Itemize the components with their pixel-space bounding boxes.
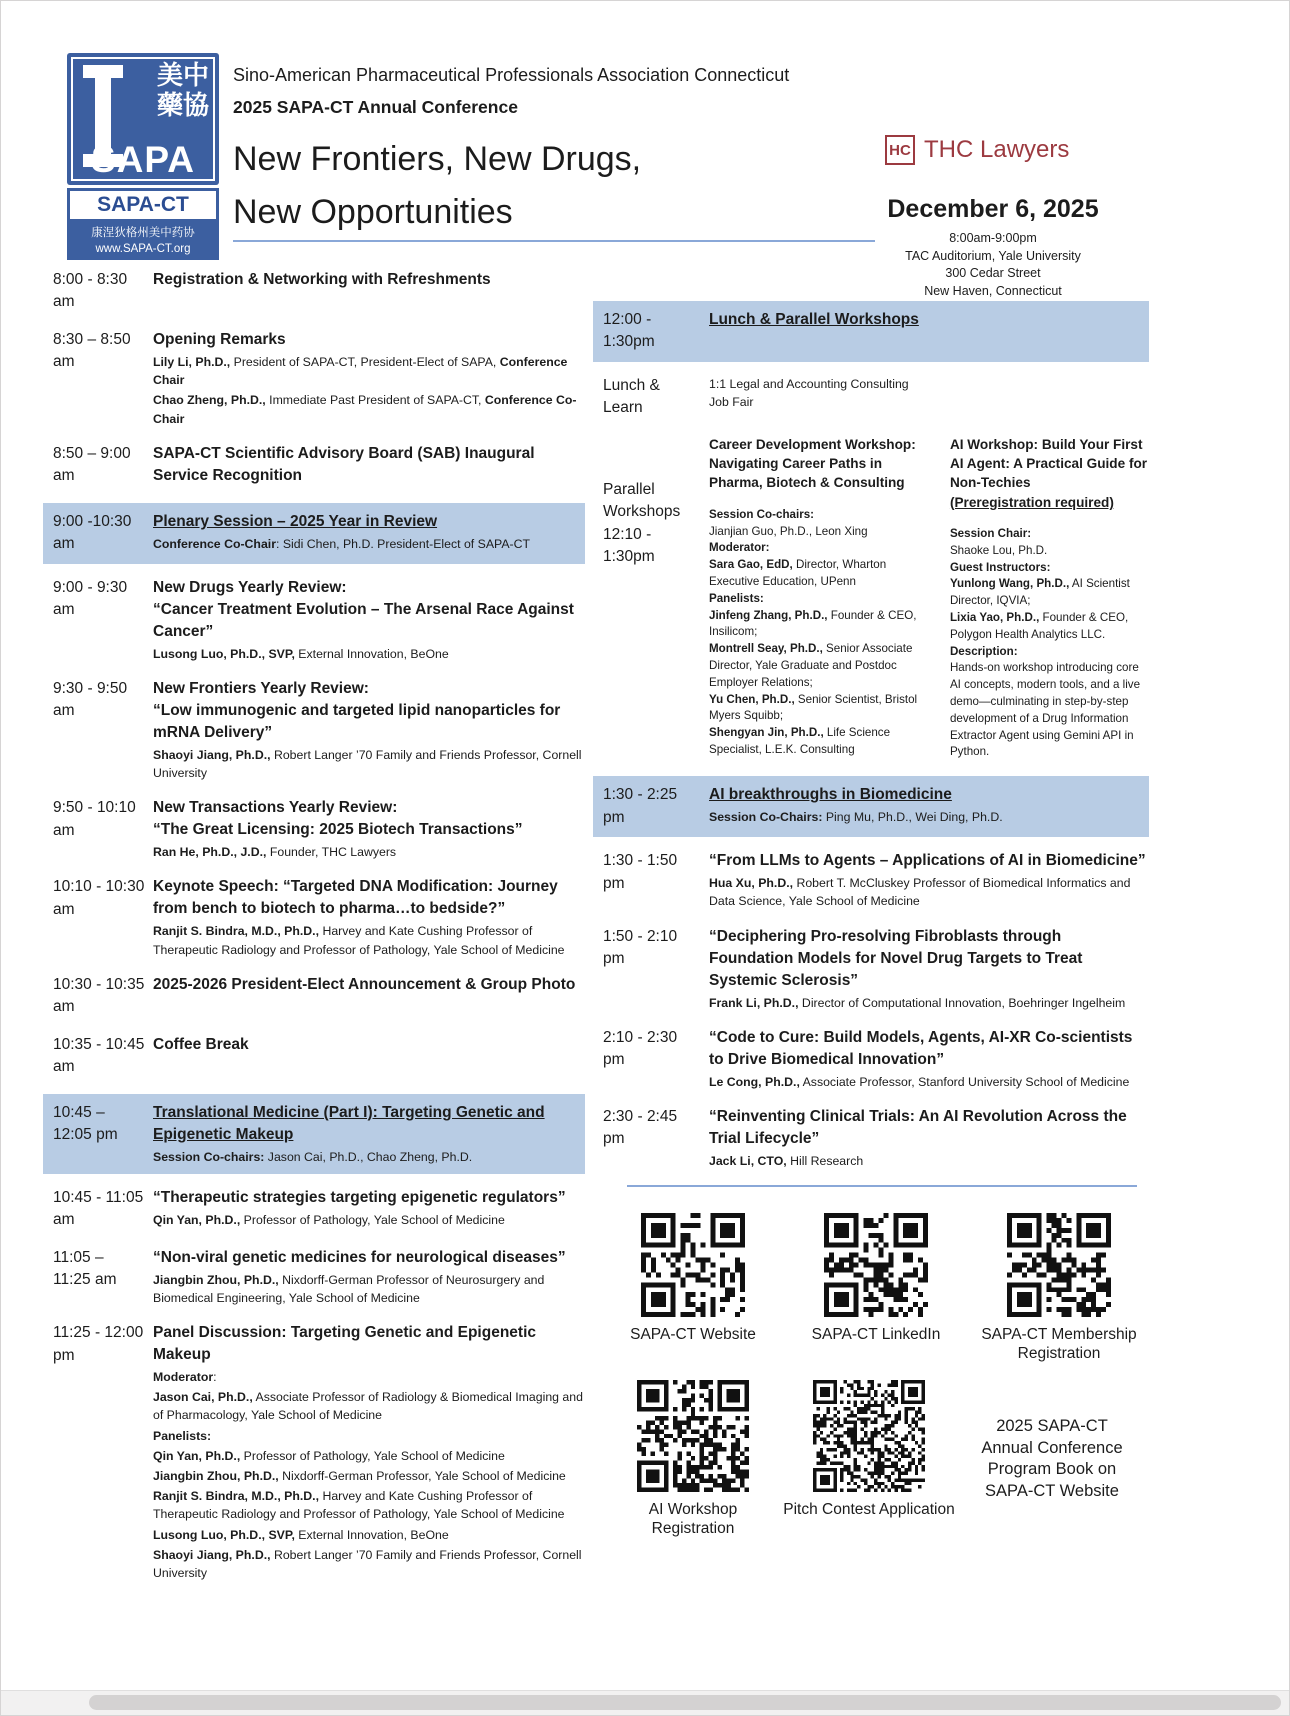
time-slot: 9:30 - 9:50 am <box>53 679 128 720</box>
sapa-logo-mark <box>67 53 219 185</box>
talk-title: “Code to Cure: Build Models, Agents, AI-XR Co-scientists to Drive Biomedical Innovation” <box>709 1028 1133 1068</box>
workshop-title: Career Development Workshop: Navigating Career Paths in Pharma, Biotech & Consulting <box>709 436 916 491</box>
lunch-learn-item: 1:1 Legal and Accounting Consulting <box>709 376 909 391</box>
schedule-item-content <box>709 1027 1149 1091</box>
detail-line: Panelists: <box>709 591 764 605</box>
detail-line: Jianjian Guo, Ph.D., Leon Xing <box>709 524 868 538</box>
event-street: 300 Cedar Street <box>945 266 1041 280</box>
workshop-columns <box>709 435 1149 761</box>
ai-workshop-column <box>950 435 1149 761</box>
time-slot: 1:30 - 2:25 pm <box>603 786 678 826</box>
qr-code-linkedin <box>824 1213 928 1317</box>
detail-line: Shengyan Jin, Ph.D., Life Science Specialist, L.E.K. Consulting <box>709 726 891 756</box>
logo-acronym: SAPA <box>90 139 196 180</box>
schedule-row <box>53 1034 585 1079</box>
qr-code-website <box>641 1213 745 1317</box>
career-workshop-column <box>709 435 932 761</box>
schedule-row <box>53 974 585 1019</box>
sponsor-name: THC Lawyers <box>924 136 1070 163</box>
schedule-item-content <box>709 926 1149 1012</box>
schedule-item-content <box>153 1247 585 1307</box>
parallel-workshops-label: Parallel Workshops 12:10 - 1:30pm <box>603 480 681 566</box>
session-header-row <box>43 503 585 564</box>
session-title: AI breakthroughs in Biomedicine <box>709 786 952 804</box>
qr-item-pitch-contest <box>783 1380 955 1539</box>
logo-url: www.SAPA-CT.org <box>95 243 191 256</box>
event-date: December 6, 2025 <box>887 195 1099 223</box>
schedule-row <box>53 797 585 861</box>
schedule-row <box>53 443 585 488</box>
event-title: “Therapeutic strategies targeting epigenetic regulators” <box>153 1188 566 1206</box>
detail-line: Session Co-Chairs: Ping Mu, Ph.D., Wei Ding, Ph.D. <box>709 810 1003 825</box>
qr-row-1 <box>603 1213 1149 1364</box>
talk-title: “Deciphering Pro-resolving Fibroblasts through Foundation Models for Novel Drug Targets to Treat Systemic Sclerosis” <box>709 927 1083 989</box>
logo-org-chinese: 康涅狄格州美中药协 www.SAPA-CT.org <box>67 222 219 260</box>
page-title: New Frontiers, New Drugs, New Opportunities <box>233 140 642 231</box>
event-title: Coffee Break <box>153 1035 249 1053</box>
detail-line: Moderator: <box>153 1370 217 1385</box>
detail-line: Jason Cai, Ph.D., Associate Professor of Radiology & Biomedical Imaging and of Pharmacology, Yale School of Medicine <box>153 1390 583 1423</box>
event-title: “Cancer Treatment Evolution – The Arsenal Race Against Cancer” <box>153 600 574 640</box>
conference-name: 2025 SAPA-CT Annual Conference <box>233 97 518 117</box>
session-title: Translational Medicine (Part I): Targeting Genetic and Epigenetic Makeup <box>153 1103 545 1143</box>
detail-line: Guest Instructors: <box>949 560 1051 574</box>
time-slot: 1:50 - 2:10 pm <box>603 927 678 967</box>
lunch-learn-item: Job Fair <box>709 395 754 410</box>
event-title: “Low immunogenic and targeted lipid nanoparticles for mRNA Delivery” <box>153 701 561 741</box>
event-title: SAPA-CT Scientific Advisory Board (SAB) Inaugural Service Recognition <box>153 444 535 484</box>
detail-line: Frank Li, Ph.D., Director of Computational Innovation, Boehringer Ingelheim <box>709 995 1126 1010</box>
time-slot: 8:50 – 9:00 am <box>53 444 131 485</box>
schedule-item-content <box>153 1102 577 1166</box>
detail-line: Jinfeng Zhang, Ph.D., Founder & CEO, Insilicom; <box>709 608 917 639</box>
detail-line: Montrell Seay, Ph.D., Senior Associate Director, Yale Graduate and Postdoc Employer Relations; <box>709 642 913 689</box>
schedule-item-content <box>153 511 577 556</box>
time-slot: 11:25 - 12:00 pm <box>53 1324 144 1364</box>
schedule-item-content <box>153 329 585 428</box>
session-title: Plenary Session – 2025 Year in Review <box>153 512 438 530</box>
session-header-row <box>593 301 1149 362</box>
time-slot: 2:30 - 2:45 pm <box>603 1107 678 1148</box>
schedule-row <box>603 1027 1149 1091</box>
qr-label: SAPA-CT LinkedIn <box>811 1326 941 1344</box>
qr-label: Pitch Contest Application <box>783 1500 955 1518</box>
qr-item-membership <box>973 1213 1145 1364</box>
workshop-title-underlined: (Preregistration required) <box>949 494 1114 510</box>
detail-line: Qin Yan, Ph.D., Professor of Pathology, Yale School of Medicine <box>153 1212 505 1227</box>
detail-line: Moderator: <box>709 541 770 555</box>
event-title: Panel Discussion: Targeting Genetic and Epigenetic Makeup <box>153 1324 536 1364</box>
thc-monogram-icon: HC <box>885 135 915 165</box>
detail-line: Shaoyi Jiang, Ph.D., Robert Langer ’70 Family and Friends Professor, Cornell University <box>153 747 582 780</box>
event-hours: 8:00am-9:00pm <box>949 231 1037 245</box>
time-slot: 10:10 - 10:30 am <box>53 878 145 918</box>
detail-line: Jack Li, CTO, Hill Research <box>709 1153 864 1168</box>
event-city: New Haven, Connecticut <box>924 283 1062 298</box>
title-divider <box>233 240 875 242</box>
organization-name: Sino-American Pharmaceutical Professionals Association Connecticut <box>233 65 790 85</box>
schedule-item-content <box>709 784 1141 829</box>
schedule-row <box>53 329 585 428</box>
event-title: Keynote Speech: “Targeted DNA Modification: Journey from bench to biotech to pharma…to bedside?” <box>153 878 558 918</box>
time-slot: 2:10 - 2:30 pm <box>603 1028 678 1069</box>
program-book-note: 2025 SAPA-CT Annual Conference Program Book on SAPA-CT Website <box>981 1417 1123 1500</box>
detail-line: Jiangbin Zhou, Ph.D., Nixdorff-German Professor of Neurosurgery and Biomedical Engineering, Yale School of Medicine <box>153 1272 545 1305</box>
detail-line: Lixia Yao, Ph.D., Founder & CEO, Polygon Health Analytics LLC. <box>949 611 1129 641</box>
event-title: Opening Remarks <box>153 330 286 348</box>
detail-line: Conference Co-Chair: Sidi Chen, Ph.D. President-Elect of SAPA-CT <box>153 536 531 551</box>
session-header-row <box>593 776 1149 837</box>
schedule-item-content <box>153 797 585 861</box>
detail-line: Shaoke Lou, Ph.D. <box>949 543 1048 557</box>
workshop-title: AI Workshop: Build Your First AI Agent: A Practical Guide for Non-Techies <box>949 436 1148 491</box>
schedule-item-content <box>709 309 1141 354</box>
detail-line: Le Cong, Ph.D., Associate Professor, Stanford University School of Medicine <box>709 1074 1130 1089</box>
event-venue: TAC Auditorium, Yale University <box>905 248 1081 263</box>
schedule-item-content <box>153 876 585 958</box>
talk-title: “Reinventing Clinical Trials: An AI Revolution Across the Trial Lifecycle” <box>709 1107 1127 1147</box>
logo-chinese-characters: 美中 藥協 <box>156 60 209 120</box>
time-slot: 9:00 -10:30 am <box>53 512 132 553</box>
detail-line: Description: <box>949 644 1018 658</box>
sapa-logo <box>67 53 219 260</box>
logo-org-short: SAPA-CT <box>67 188 219 222</box>
qr-code-pitch-contest <box>813 1380 925 1492</box>
qr-item-ai-workshop <box>607 1380 779 1539</box>
schedule-row <box>53 577 585 663</box>
schedule-row <box>603 926 1149 1012</box>
detail-line: Sara Gao, EdD, Director, Wharton Executive Education, UPenn <box>709 558 887 588</box>
time-slot: 10:30 - 10:35 am <box>53 975 145 1016</box>
detail-line: Shaoyi Jiang, Ph.D., Robert Langer ’70 Family and Friends Professor, Cornell University <box>153 1547 582 1580</box>
qr-code-ai-workshop <box>637 1380 749 1492</box>
schedule-item-content <box>153 974 585 1019</box>
schedule-row <box>53 876 585 958</box>
left-schedule <box>53 269 585 1597</box>
time-slot: 9:00 - 9:30 am <box>53 578 128 619</box>
qr-label: SAPA-CT Website <box>630 1326 756 1344</box>
qr-item-linkedin <box>790 1213 962 1364</box>
parallel-workshops-row <box>603 435 1149 761</box>
lunch-and-learn-row <box>603 375 1149 420</box>
event-title: “Non-viral genetic medicines for neurological diseases” <box>153 1248 566 1266</box>
schedule-row <box>53 1187 585 1232</box>
schedule-item-content <box>709 1106 1149 1170</box>
event-title: New Transactions Yearly Review: <box>153 799 398 817</box>
scrollbar[interactable] <box>1 1690 1289 1715</box>
lunch-learn-items <box>709 375 1149 420</box>
detail-line: Panelists: <box>153 1428 212 1443</box>
qr-label: AI Workshop Registration <box>648 1500 738 1538</box>
scrollbar-thumb[interactable] <box>89 1695 1281 1710</box>
detail-line: Hua Xu, Ph.D., Robert T. McCluskey Professor of Biomedical Informatics and Data Science, Yale School of Medicine <box>709 876 1131 909</box>
event-meta <box>853 195 1133 300</box>
detail-line: Ranjit S. Bindra, M.D., Ph.D., Harvey and Kate Cushing Professor of Therapeutic Radiology and Professor of Pathology, Yale School of Medicine <box>153 1489 565 1522</box>
schedule-item-content <box>153 678 585 782</box>
schedule-item-content <box>153 443 585 488</box>
time-slot: 10:45 – 12:05 pm <box>53 1103 118 1144</box>
detail-line: Session Co-chairs: <box>709 507 815 521</box>
session-header-row <box>43 1094 585 1174</box>
schedule-item-content <box>153 1322 585 1582</box>
time-slot: 8:30 – 8:50 am <box>53 330 131 371</box>
right-schedule <box>603 301 1149 1539</box>
workshop-body <box>709 507 932 759</box>
event-title: New Drugs Yearly Review: <box>153 578 347 596</box>
schedule-row <box>53 269 585 314</box>
right-schedule-rows <box>603 301 1149 1170</box>
event-title: “The Great Licensing: 2025 Biotech Transactions” <box>153 821 523 839</box>
schedule-item-content <box>153 269 585 314</box>
qr-label: SAPA-CT Membership Registration <box>981 1326 1137 1363</box>
schedule-item-content <box>153 1034 585 1079</box>
detail-line: Hands-on workshop introducing core AI concepts, modern tools, and a live demo—culminating in step-by-step development of a Drug Information Extractor Agent using Gemini API in Python. <box>949 661 1141 759</box>
detail-line: Lusong Luo, Ph.D., SVP, External Innovation, BeOne <box>153 1527 449 1542</box>
schedule-row <box>603 850 1149 910</box>
detail-line: Qin Yan, Ph.D., Professor of Pathology, Yale School of Medicine <box>153 1448 505 1463</box>
qr-item-website <box>607 1213 779 1364</box>
event-title: 2025-2026 President-Elect Announcement & Group Photo <box>153 975 576 993</box>
detail-line: Session Chair: <box>949 527 1032 541</box>
time-slot: 11:05 – 11:25 am <box>53 1248 117 1289</box>
schedule-item-content <box>153 577 585 663</box>
time-slot: 10:35 - 10:45 am <box>53 1035 145 1076</box>
detail-line: Yu Chen, Ph.D., Senior Scientist, Bristol Myers Squibb; <box>709 692 918 723</box>
detail-line: Lusong Luo, Ph.D., SVP, External Innovation, BeOne <box>153 646 449 661</box>
schedule-item-content <box>153 1187 585 1232</box>
time-slot: 10:45 - 11:05 am <box>53 1188 144 1229</box>
detail-line: Chao Zheng, Ph.D., Immediate Past President of SAPA-CT, Conference Co-Chair <box>153 393 577 426</box>
detail-line: Ranjit S. Bindra, M.D., Ph.D., Harvey and Kate Cushing Professor of Therapeutic Radiology and Professor of Pathology, Yale School of Medicine <box>153 924 565 957</box>
qr-row-2 <box>603 1380 1149 1539</box>
schedule-item-content <box>709 850 1149 910</box>
time-slot: 9:50 - 10:10 am <box>53 799 136 839</box>
detail-line: Jiangbin Zhou, Ph.D., Nixdorff-German Professor, Yale School of Medicine <box>153 1469 566 1483</box>
detail-line: Ran He, Ph.D., J.D., Founder, THC Lawyers <box>153 845 397 860</box>
time-slot: 8:00 - 8:30 am <box>53 271 128 311</box>
schedule-row <box>53 1322 585 1582</box>
lunch-learn-label: Lunch & Learn <box>603 376 660 417</box>
talk-title: “From LLMs to Agents – Applications of AI in Biomedicine” <box>709 852 1146 870</box>
schedule-row <box>53 1247 585 1307</box>
event-title: New Frontiers Yearly Review: <box>153 679 369 697</box>
detail-line: Session Co-chairs: Jason Cai, Ph.D., Chao Zheng, Ph.D. <box>153 1149 473 1164</box>
schedule-row <box>603 1106 1149 1170</box>
event-title: Registration & Networking with Refreshments <box>153 271 491 288</box>
detail-line: Yunlong Wang, Ph.D., AI Scientist Director, IQVIA; <box>949 577 1130 608</box>
qr-code-membership <box>1007 1213 1111 1317</box>
detail-line: Lily Li, Ph.D., President of SAPA-CT, President-Elect of SAPA, Conference Chair <box>153 354 568 388</box>
time-slot: 1:30 - 1:50 pm <box>603 852 678 892</box>
schedule-row <box>53 678 585 782</box>
time-slot: 12:00 - 1:30pm <box>603 311 655 351</box>
qr-section-divider <box>627 1185 1137 1187</box>
thc-lawyers-logo <box>885 135 1069 165</box>
workshop-body <box>950 526 1149 761</box>
session-title: Lunch & Parallel Workshops <box>709 311 919 328</box>
